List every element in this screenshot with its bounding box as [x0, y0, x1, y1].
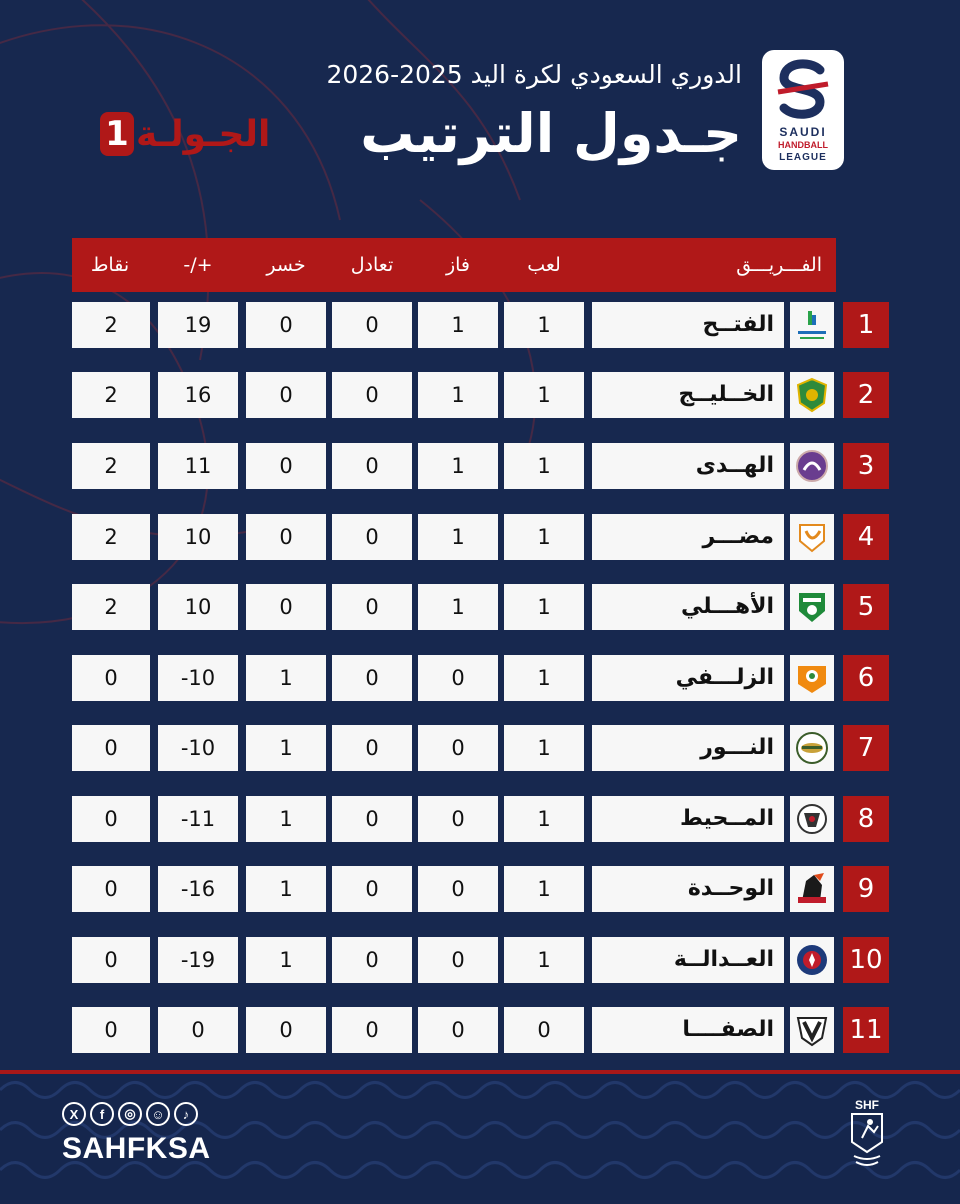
- rank-badge: 8: [843, 796, 889, 842]
- column-points: نقاط: [90, 254, 130, 276]
- table-row: [0, 372, 960, 418]
- diff-cell: 11: [158, 443, 238, 489]
- draw-cell: 0: [332, 866, 412, 912]
- draw-cell: 0: [332, 796, 412, 842]
- team-name: النـــور: [592, 725, 784, 771]
- draw-cell: 0: [332, 372, 412, 418]
- column-draw: تعادل: [350, 254, 394, 276]
- points-cell: 0: [72, 1007, 150, 1053]
- rank-badge: 5: [843, 584, 889, 630]
- played-cell: 1: [504, 584, 584, 630]
- played-cell: 1: [504, 443, 584, 489]
- league-logo-line1: SAUDI: [779, 125, 827, 139]
- lost-cell: 0: [246, 584, 326, 630]
- diff-cell: 16: [158, 372, 238, 418]
- team-name: الوحــدة: [592, 866, 784, 912]
- rank-badge: 7: [843, 725, 889, 771]
- al-huda-logo: [790, 443, 834, 489]
- table-header: [72, 238, 836, 292]
- lost-cell: 0: [246, 443, 326, 489]
- won-cell: 0: [418, 937, 498, 983]
- played-cell: 1: [504, 372, 584, 418]
- won-cell: 0: [418, 1007, 498, 1053]
- mudhar-logo: [790, 514, 834, 560]
- team-name: المــحيط: [592, 796, 784, 842]
- column-lost: خسر: [266, 254, 306, 276]
- won-cell: 1: [418, 302, 498, 348]
- al-noor-logo: [790, 725, 834, 771]
- footer-divider: [0, 1070, 960, 1074]
- team-name: الخــليــج: [592, 372, 784, 418]
- points-cell: 2: [72, 372, 150, 418]
- al-khaleej-logo: [790, 372, 834, 418]
- table-row: [0, 1007, 960, 1053]
- league-s-icon: [770, 56, 836, 122]
- points-cell: 0: [72, 796, 150, 842]
- x-icon[interactable]: X: [62, 1102, 86, 1126]
- team-name: مضـــر: [592, 514, 784, 560]
- diff-cell: 19: [158, 302, 238, 348]
- federation-logo: [842, 1098, 892, 1170]
- won-cell: 0: [418, 725, 498, 771]
- handball-player-icon: [842, 1112, 892, 1170]
- points-cell: 2: [72, 584, 150, 630]
- played-cell: 1: [504, 655, 584, 701]
- rank-badge: 1: [843, 302, 889, 348]
- draw-cell: 0: [332, 302, 412, 348]
- team-name: الهــدى: [592, 443, 784, 489]
- lost-cell: 1: [246, 937, 326, 983]
- table-row: [0, 937, 960, 983]
- team-name: الفتــح: [592, 302, 784, 348]
- lost-cell: 1: [246, 796, 326, 842]
- rank-badge: 9: [843, 866, 889, 912]
- table-row: [0, 584, 960, 630]
- lost-cell: 0: [246, 514, 326, 560]
- draw-cell: 0: [332, 443, 412, 489]
- diff-cell: -11: [158, 796, 238, 842]
- points-cell: 0: [72, 655, 150, 701]
- column-team: الفـــريـــق: [736, 254, 822, 276]
- al-muheet-logo: [790, 796, 834, 842]
- rank-badge: 10: [843, 937, 889, 983]
- won-cell: 1: [418, 372, 498, 418]
- table-row: [0, 302, 960, 348]
- al-wehda-logo: [790, 866, 834, 912]
- column-won: فاز: [445, 254, 471, 276]
- played-cell: 1: [504, 725, 584, 771]
- rank-badge: 2: [843, 372, 889, 418]
- points-cell: 2: [72, 443, 150, 489]
- draw-cell: 0: [332, 655, 412, 701]
- diff-cell: 0: [158, 1007, 238, 1053]
- draw-cell: 0: [332, 725, 412, 771]
- won-cell: 0: [418, 866, 498, 912]
- played-cell: 1: [504, 796, 584, 842]
- table-row: [0, 796, 960, 842]
- round-indicator: [100, 112, 270, 156]
- table-row: [0, 866, 960, 912]
- played-cell: 1: [504, 514, 584, 560]
- played-cell: 1: [504, 302, 584, 348]
- diff-cell: -10: [158, 655, 238, 701]
- won-cell: 0: [418, 655, 498, 701]
- page-title: جـدول الترتيب: [360, 102, 742, 165]
- facebook-icon[interactable]: f: [90, 1102, 114, 1126]
- won-cell: 1: [418, 514, 498, 560]
- rank-badge: 6: [843, 655, 889, 701]
- snapchat-icon[interactable]: ☺: [146, 1102, 170, 1126]
- draw-cell: 0: [332, 514, 412, 560]
- team-name: الصفــــا: [592, 1007, 784, 1053]
- diff-cell: -19: [158, 937, 238, 983]
- saudi-handball-league-logo: [762, 50, 844, 170]
- won-cell: 1: [418, 443, 498, 489]
- diff-cell: -10: [158, 725, 238, 771]
- lost-cell: 0: [246, 1007, 326, 1053]
- diff-cell: 10: [158, 584, 238, 630]
- federation-logo-text: SHF: [855, 1098, 879, 1112]
- diff-cell: -16: [158, 866, 238, 912]
- al-safa-logo: [790, 1007, 834, 1053]
- team-name: الزلـــفي: [592, 655, 784, 701]
- al-adalah-logo: [790, 937, 834, 983]
- league-logo-line3: LEAGUE: [779, 152, 827, 163]
- table-row: [0, 655, 960, 701]
- table-row: [0, 443, 960, 489]
- season-subtitle: الدوري السعودي لكرة اليد 2025-2026: [326, 60, 742, 89]
- table-row: [0, 725, 960, 771]
- team-name: الأهـــلي: [592, 584, 784, 630]
- team-name: العــدالــة: [592, 937, 784, 983]
- played-cell: 1: [504, 866, 584, 912]
- tiktok-icon[interactable]: ♪: [174, 1102, 198, 1126]
- lost-cell: 1: [246, 655, 326, 701]
- al-fateh-logo: [790, 302, 834, 348]
- round-number: 1: [100, 112, 134, 156]
- column-diff: +/-: [183, 254, 213, 276]
- table-row: [0, 514, 960, 560]
- rank-badge: 11: [843, 1007, 889, 1053]
- points-cell: 0: [72, 937, 150, 983]
- lost-cell: 1: [246, 866, 326, 912]
- draw-cell: 0: [332, 584, 412, 630]
- diff-cell: 10: [158, 514, 238, 560]
- social-icons: [62, 1102, 198, 1126]
- played-cell: 1: [504, 937, 584, 983]
- league-logo-line2: HANDBALL: [778, 140, 828, 150]
- lost-cell: 0: [246, 372, 326, 418]
- rank-badge: 4: [843, 514, 889, 560]
- al-ahli-logo: [790, 584, 834, 630]
- draw-cell: 0: [332, 937, 412, 983]
- column-played: لعب: [527, 254, 561, 276]
- draw-cell: 0: [332, 1007, 412, 1053]
- won-cell: 0: [418, 796, 498, 842]
- lost-cell: 1: [246, 725, 326, 771]
- points-cell: 2: [72, 514, 150, 560]
- rank-badge: 3: [843, 443, 889, 489]
- round-label: الجـولـة: [136, 113, 271, 155]
- won-cell: 1: [418, 584, 498, 630]
- points-cell: 0: [72, 725, 150, 771]
- played-cell: 0: [504, 1007, 584, 1053]
- instagram-icon[interactable]: ◎: [118, 1102, 142, 1126]
- points-cell: 2: [72, 302, 150, 348]
- lost-cell: 0: [246, 302, 326, 348]
- social-handle: SAHFKSA: [62, 1132, 211, 1165]
- al-zulfi-logo: [790, 655, 834, 701]
- points-cell: 0: [72, 866, 150, 912]
